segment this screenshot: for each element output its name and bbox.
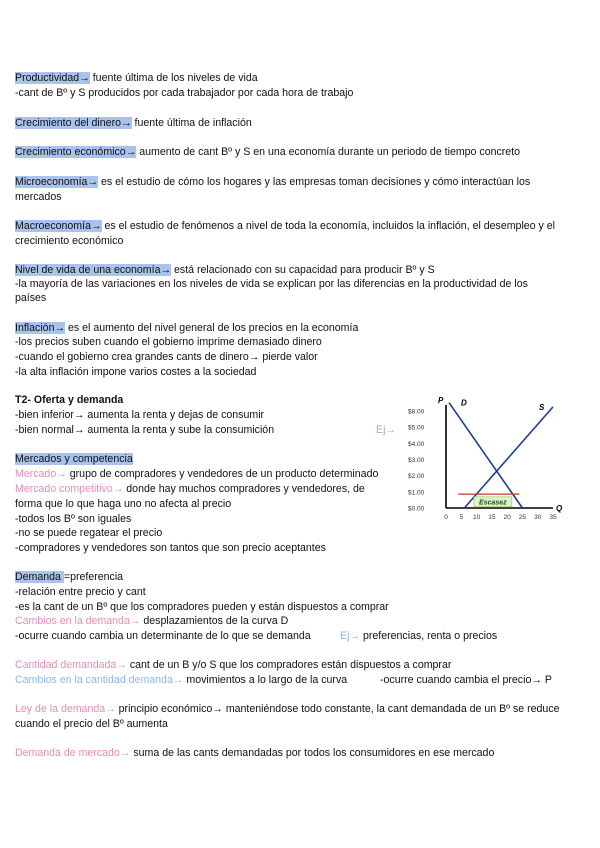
x-tick-label: 30 [534, 514, 542, 521]
demanda-line1: -relación entre precio y cant [15, 586, 146, 598]
ley-demanda-term: Ley de la demanda→ [15, 703, 116, 715]
y-tick-label: $3.00 [408, 457, 425, 464]
mercados-line-3: -no se puede regatear el precio [15, 527, 163, 539]
demanda-ej-line [340, 629, 497, 643]
crec-economico-term: Crecimiento económico→ [15, 146, 137, 158]
demanda-mercado-term: Demanda de mercado→ [15, 747, 131, 759]
inflacion-line-2: -cuando el gobierno crea grandes cants de dinero→ pierde valor [15, 351, 318, 363]
mercado-def: grupo de compradores y vendedores de un producto determinado [66, 468, 379, 480]
t2-title: T2- Oferta y demanda [15, 394, 124, 406]
nivel-vida-line3: países [15, 292, 47, 304]
macro-line [15, 219, 555, 233]
demanda-term: Demanda [15, 571, 64, 583]
cambios-cantidad-def: movimientos a lo largo de la curva [183, 674, 348, 686]
demanda-ej: Ej→ [340, 630, 361, 642]
inflacion-line [15, 321, 358, 335]
micro-line2: mercados [15, 191, 62, 203]
mercado-competitivo-def: donde hay muchos compradores y vendedores, de [123, 483, 365, 495]
x-tick-label: 25 [518, 514, 527, 521]
crec-dinero-term: Crecimiento del dinero→ [15, 117, 132, 129]
nivel-vida-def: está relacionado con su capacidad para producir Bº y S [171, 264, 435, 276]
cambios-cantidad-line [15, 673, 347, 687]
series-line-s [464, 407, 553, 508]
series-label-s: S [539, 402, 545, 412]
inflacion-term: Inflación→ [15, 322, 66, 334]
mercados-line-1: forma que lo que haga uno no afecta al precio [15, 498, 232, 510]
micro-term: Microeconomía→ [15, 176, 99, 188]
inflacion-line-3: -la alta inflación impone varios costes a la sociedad [15, 366, 257, 378]
nivel-vida-term: Nivel de vida de una economía→ [15, 264, 172, 276]
mercados-title: Mercados y competencia [15, 453, 133, 465]
x-tick-label: 35 [549, 514, 557, 521]
cantidad-demandada-term: Cantidad demandada→ [15, 659, 127, 671]
cambios-demanda-def: desplazamientos de la curva D [140, 615, 289, 627]
demanda-line2: -es la cant de un Bº que los compradores pueden y están dispuestos a comprar [15, 601, 389, 613]
productividad-line2: -cant de Bº y S producidos por cada trabajador por cada hora de trabajo [15, 87, 354, 99]
x-tick-label: 10 [472, 514, 481, 521]
demanda-ej-text: preferencias, renta o precios [360, 630, 498, 642]
productividad-term: Productividad→ [15, 72, 90, 84]
x-tick-label: 5 [459, 514, 464, 521]
mercado-competitivo-line [15, 482, 365, 496]
mercado-line [15, 467, 378, 481]
ley-demanda-line2: cuando el precio del Bº aumenta [15, 718, 168, 730]
crec-dinero-def: fuente última de inflación [131, 117, 252, 129]
demanda-line [15, 570, 123, 584]
y-tick-label: $1.00 [408, 489, 425, 497]
x-tick-label: 15 [488, 514, 496, 521]
mercados-line-2: -todos los Bº son iguales [15, 513, 132, 525]
y-tick-label: $4.00 [408, 440, 425, 448]
shortage-label: Escasez [479, 499, 507, 507]
cambios-cantidad-term: Cambios en la cantidad demanda→ [15, 674, 184, 686]
x-tick-label: 0 [444, 514, 448, 521]
cantidad-demandada-line [15, 658, 451, 672]
macro-def: es el estudio de fenómenos a nivel de toda la economía, incluidos la inflación, el desempleo y el [101, 220, 556, 232]
x-axis-label: Q [556, 504, 563, 513]
t2-ej: Ej→ [376, 424, 397, 436]
series-label-d: D [461, 398, 467, 408]
demanda-ocurre: -ocurre cuando cambia un determinante de lo que se demanda [15, 630, 311, 642]
y-tick-label: $8.00 [408, 408, 425, 416]
cantidad-demandada-def: cant de un B y/o S que los compradores están dispuestos a comprar [126, 659, 452, 671]
ley-demanda-def: principio económico→ manteniéndose todo constante, la cant demandada de un Bº se reduce [115, 703, 560, 715]
ley-demanda-line [15, 702, 560, 716]
mercado-competitivo-term: Mercado competitivo→ [15, 483, 124, 495]
x-tick-label: 20 [503, 514, 511, 521]
supply-demand-chart [408, 396, 568, 526]
micro-line [15, 175, 530, 189]
mercado-term: Mercado→ [15, 468, 67, 480]
productividad-def: fuente última de los niveles de vida [89, 72, 258, 84]
macro-line2: crecimiento económico [15, 235, 124, 247]
cambios-demanda-term: Cambios en la demanda→ [15, 615, 141, 627]
micro-def: es el estudio de cómo los hogares y las empresas toman decisiones y cómo interactúan los [98, 176, 531, 188]
nivel-vida-line2: -la mayoría de las variaciones en los niveles de vida se explican por las diferencias en la productividad de los [15, 278, 528, 290]
t2-line2: -bien normal→ aumenta la renta y sube la consumición [15, 424, 275, 436]
inflacion-line-1: -los precios suben cuando el gobierno imprime demasiado dinero [15, 336, 322, 348]
mercados-line-4: -compradores y vendedores son tantos que son precio aceptantes [15, 542, 326, 554]
y-tick-label: $2.00 [408, 473, 425, 481]
crec-dinero-line [15, 116, 252, 130]
macro-term: Macroeconomía→ [15, 220, 102, 232]
nivel-vida-line [15, 263, 435, 277]
cambios-cantidad-extra: -ocurre cuando cambia el precio→ P [380, 674, 552, 686]
y-tick-label: $0.00 [408, 505, 425, 513]
crec-economico-line [15, 145, 520, 159]
demanda-def: =preferencia [63, 571, 124, 583]
cambios-demanda-line [15, 614, 288, 628]
mercados-title-line [15, 452, 133, 466]
demanda-mercado-line [15, 746, 494, 760]
t2-line1: -bien inferior→ aumenta la renta y dejas de consumir [15, 409, 265, 421]
demanda-mercado-def: suma de las cants demandadas por todos los consumidores en ese mercado [130, 747, 495, 759]
crec-economico-def: aumento de cant Bº y S en una economía durante un periodo de tiempo concreto [136, 146, 521, 158]
inflacion-def: es el aumento del nivel general de los precios en la economía [65, 322, 359, 334]
y-tick-label: $5.00 [408, 424, 425, 432]
productividad-line [15, 71, 258, 85]
y-axis-label: P [438, 396, 444, 405]
